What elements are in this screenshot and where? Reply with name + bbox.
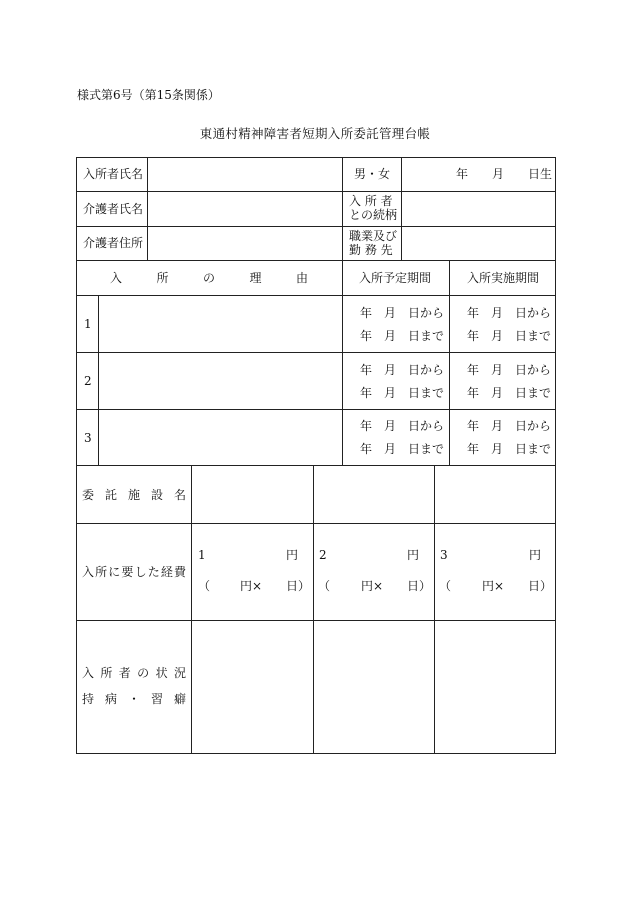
actual-from-month: 月 [491, 306, 504, 320]
facility-label-char: 託 [104, 488, 117, 502]
planned-to-year: 年 [360, 329, 373, 343]
expense-yen-unit: 円 [529, 548, 542, 562]
reason-header-char: 入 [110, 271, 123, 285]
expense-label-char: に [108, 565, 121, 579]
expense-open-paren: （ [198, 579, 211, 593]
facility-label-char: 名 [173, 488, 186, 502]
row-divider [76, 465, 556, 466]
actual-from-year: 年 [467, 306, 480, 320]
expense-days-unit: 日） [286, 579, 311, 593]
relationship-field[interactable] [406, 203, 551, 217]
planned-to-year: 年 [360, 386, 373, 400]
caregiver-address-field[interactable] [152, 237, 338, 251]
expense-open-paren: （ [439, 579, 452, 593]
row-divider [76, 409, 556, 410]
reason-header-char: 所 [156, 271, 169, 285]
condition-label-line-1 [82, 667, 186, 679]
facility-label-char: 設 [150, 488, 163, 502]
expense-open-paren: （ [318, 579, 331, 593]
expense-yen-unit: 円 [407, 548, 420, 562]
actual-to-day: 日まで [515, 386, 552, 400]
caregiver-name-label: 介護者氏名 [83, 202, 144, 216]
planned-from-year: 年 [360, 363, 373, 377]
condition-label-char: 癖 [173, 692, 186, 706]
condition-label-char: 病 [104, 692, 117, 706]
planned-to-day: 日まで [408, 329, 445, 343]
column-divider [147, 157, 148, 261]
actual-to-day: 日まで [515, 329, 552, 343]
facility-label [82, 489, 186, 501]
actual-from-day: 日から [515, 419, 552, 433]
occupation-label [349, 229, 397, 257]
actual-from-month: 月 [491, 363, 504, 377]
expense-days-unit: 日） [528, 579, 553, 593]
condition-label-line-2 [82, 693, 186, 705]
actual-to-year: 年 [467, 386, 480, 400]
actual-from-day: 日から [515, 363, 552, 377]
resident-name-field[interactable] [152, 168, 338, 182]
expense-label-char: 要 [121, 565, 134, 579]
birth-year-unit: 年 [456, 167, 469, 181]
expense-label-char: た [147, 565, 160, 579]
row-divider [76, 295, 556, 296]
planned-to-month: 月 [384, 442, 397, 456]
actual-from-month: 月 [491, 419, 504, 433]
row-divider [76, 620, 556, 621]
expense-per-day-unit: 円× [482, 579, 505, 593]
facility-field-3[interactable] [439, 485, 551, 503]
row-divider [76, 191, 556, 192]
actual-to-day: 日まで [515, 442, 552, 456]
condition-label-char: の [137, 666, 150, 680]
column-divider [98, 295, 99, 466]
stay-reason-field[interactable] [104, 432, 338, 446]
planned-from-day: 日から [408, 363, 445, 377]
planned-from-month: 月 [384, 363, 397, 377]
actual-to-month: 月 [491, 329, 504, 343]
facility-label-char: 施 [127, 488, 140, 502]
column-divider [434, 465, 435, 754]
expense-label-char: 費 [173, 565, 186, 579]
planned-from-day: 日から [408, 306, 445, 320]
column-divider [191, 465, 192, 754]
facility-field-2[interactable] [318, 485, 430, 503]
row-divider [76, 226, 556, 227]
row-divider [76, 523, 556, 524]
planned-to-month: 月 [384, 386, 397, 400]
reason-header-char: 理 [249, 271, 262, 285]
stay-reason-field[interactable] [104, 318, 338, 332]
relationship-label [349, 194, 397, 222]
column-divider [449, 260, 450, 466]
condition-field-1[interactable] [196, 630, 308, 746]
resident-name-label: 入所者氏名 [83, 167, 144, 181]
planned-to-day: 日まで [408, 442, 445, 456]
occupation-label-line-2: 勤 務 先 [349, 243, 393, 257]
actual-to-year: 年 [467, 442, 480, 456]
planned-from-month: 月 [384, 306, 397, 320]
stay-reason-field[interactable] [104, 375, 338, 389]
expense-number: 2 [319, 548, 327, 562]
caregiver-name-field[interactable] [152, 203, 338, 217]
occupation-field[interactable] [406, 237, 551, 251]
column-divider [401, 157, 402, 261]
expense-label-char: 入 [82, 565, 95, 579]
expense-label [82, 566, 186, 578]
column-divider [313, 465, 314, 754]
sex-selector[interactable]: 男・女 [354, 167, 391, 181]
expense-number: 1 [198, 548, 206, 562]
condition-field-2[interactable] [318, 630, 430, 746]
planned-to-month: 月 [384, 329, 397, 343]
planned-from-year: 年 [360, 419, 373, 433]
condition-label-char: 状 [155, 666, 168, 680]
expense-label-char: 経 [160, 565, 173, 579]
condition-label-char: 況 [173, 666, 186, 680]
planned-from-month: 月 [384, 419, 397, 433]
caregiver-address-label: 介護者住所 [83, 236, 144, 250]
relationship-label-line-2: との続柄 [349, 208, 398, 222]
actual-period-header: 入所実施期間 [467, 271, 540, 285]
expense-days-unit: 日） [407, 579, 432, 593]
condition-label-char: 入 [82, 666, 95, 680]
row-divider [76, 352, 556, 353]
form-number: 様式第6号（第15条関係） [77, 88, 220, 102]
stay-number: 1 [84, 317, 92, 331]
document-title: 東通村精神障害者短期入所委託管理台帳 [199, 126, 431, 141]
row-divider [76, 260, 556, 261]
planned-from-year: 年 [360, 306, 373, 320]
relationship-label-line-1: 入 所 者 [349, 194, 393, 208]
planned-period-header: 入所予定期間 [359, 271, 432, 285]
actual-to-month: 月 [491, 442, 504, 456]
expense-label-char: 所 [95, 565, 108, 579]
actual-from-year: 年 [467, 363, 480, 377]
occupation-label-line-1: 職業及び [349, 229, 398, 243]
condition-field-3[interactable] [439, 630, 551, 746]
actual-to-month: 月 [491, 386, 504, 400]
column-divider [342, 157, 343, 466]
expense-per-day-unit: 円× [240, 579, 263, 593]
planned-to-year: 年 [360, 442, 373, 456]
actual-from-year: 年 [467, 419, 480, 433]
condition-label-char: 所 [100, 666, 113, 680]
planned-from-day: 日から [408, 419, 445, 433]
reason-header [110, 272, 308, 284]
actual-from-day: 日から [515, 306, 552, 320]
birth-day-unit: 日生 [528, 167, 553, 181]
facility-field-1[interactable] [196, 485, 308, 503]
condition-label-char: 持 [82, 692, 95, 706]
expense-yen-unit: 円 [286, 548, 299, 562]
condition-label-char: 習 [150, 692, 163, 706]
reason-header-char: 由 [295, 271, 308, 285]
facility-label-char: 委 [82, 488, 95, 502]
stay-number: 2 [84, 374, 92, 388]
reason-header-char: の [202, 271, 215, 285]
actual-to-year: 年 [467, 329, 480, 343]
expense-number: 3 [440, 548, 448, 562]
condition-label-char: ・ [127, 692, 140, 706]
expense-per-day-unit: 円× [361, 579, 384, 593]
birth-month-unit: 月 [492, 167, 505, 181]
expense-label-char: し [134, 565, 147, 579]
planned-to-day: 日まで [408, 386, 445, 400]
condition-label-char: 者 [118, 666, 131, 680]
stay-number: 3 [84, 431, 92, 445]
